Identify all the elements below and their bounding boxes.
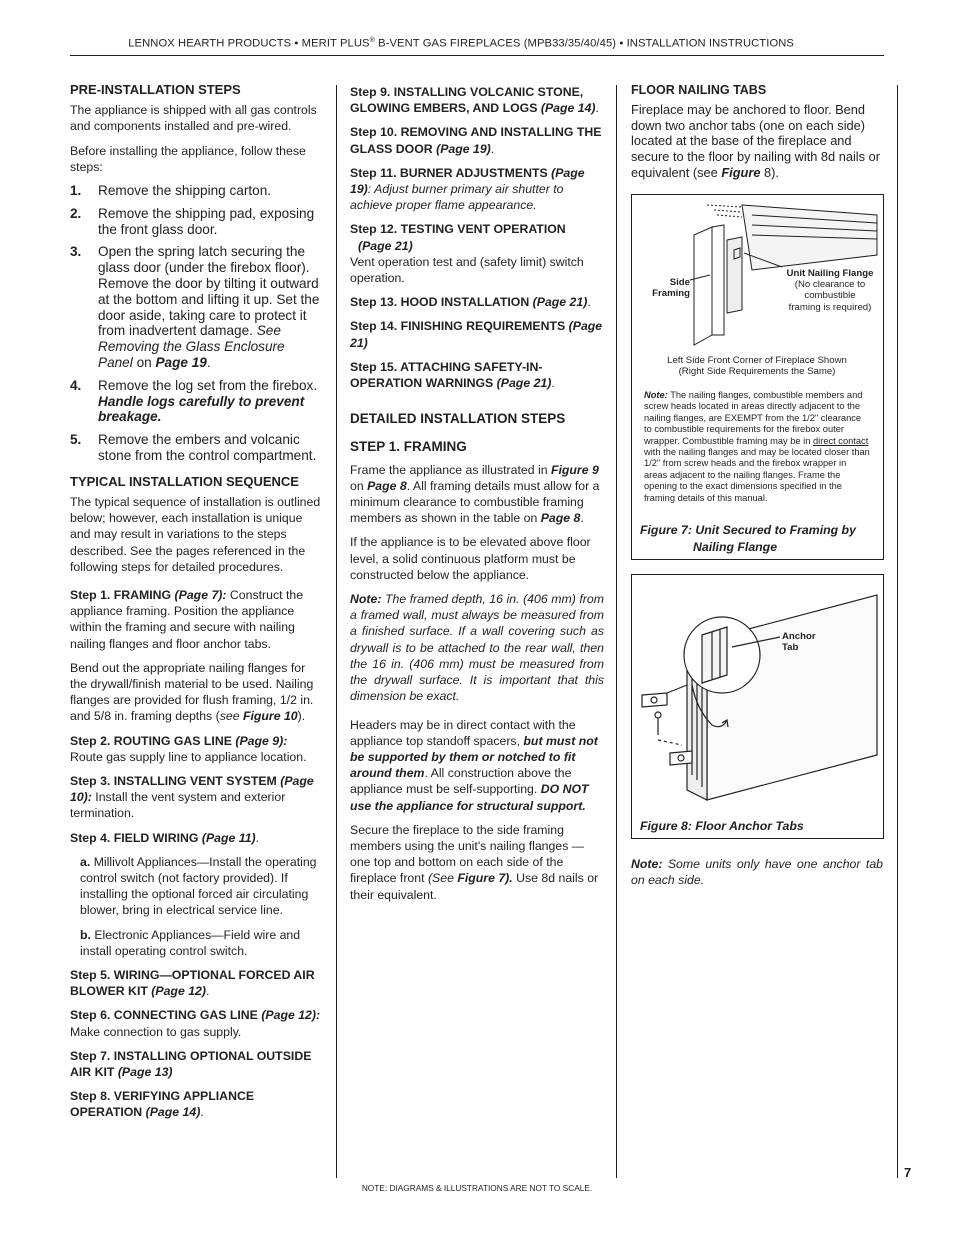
column-2 [350,84,604,911]
section-title: PRE-INSTALLATION STEPS [70,82,241,97]
header-product: MERIT PLUS [301,37,370,50]
step-8: Step 8. VERIFYING APPLIANCE OPERATION (Page 14). [70,1089,255,1120]
section-title: FLOOR NAILING TABS [631,83,767,97]
list-item: 2. Remove the shipping pad, exposing the front glass door. [70,205,315,237]
paragraph: If the appliance is to be elevated above floor level, a solid continuous platform must be constructed below the appliance. [350,535,591,582]
section-title: DETAILED INSTALLATION STEPS [350,411,566,427]
figure-note: Note: The nailing flanges, combustible members and screw heads located in areas directly adjacent to the nailing flanges, are EXEMPT from the 1/2" clearance to combustible requirements for the firebox outer wrapper. Combustible framing may be in direct contact with the nailing flanges and may be located closer than 1/2" from screw heads and the firebox wrapper in areas adjacent to the nailing flanges. Frame the opening to the exact dimensions specified in the framing details of this manual. [644,390,870,503]
paragraph: The appliance is shipped with all gas controls and components installed and pre-wired. [70,103,317,134]
list-item: 3. Open the spring latch securing the glass door (under the firebox floor). Remove the door by tilting it outward at the bottom and lifting it up. Set the door aside, taking care to protect it from inadvertent damage. See Removing the Glass Enclosure Panel on Page 19. [70,244,320,370]
section-title: STEP 1. FRAMING [350,439,467,455]
figure-8-caption: Figure 8: Floor Anchor Tabs [640,819,804,833]
anchor-tab-label: Anchor Tab [782,631,816,654]
step-7: Step 7. INSTALLING OPTIONAL OUTSIDE AIR KIT (Page 13) [70,1048,312,1080]
step-13: Step 13. HOOD INSTALLATION (Page 21). [350,295,591,310]
list-item: 4. Remove the log set from the firebox. Handle logs carefully to prevent breakage. [70,377,318,425]
header-brand: LENNOX HEARTH PRODUCTS [128,37,292,50]
page-number: 7 [904,1165,912,1180]
unit-nailing-flange-label: Unit Nailing Flange (No clearance to combustible framing is required) [786,268,874,313]
paragraph: Before installing the appliance, follow these steps: [70,143,306,174]
side-framing-label: Side Framing [652,277,690,300]
step-4a: a. Millivolt Appliances—Install the operating control switch (not factory provided). If installing the optional forced air circulating blower, bring in electrical service line. [80,854,317,918]
step-3: Step 3. INSTALLING VENT SYSTEM (Page 10): Install the vent system and exterior termination. [70,774,314,821]
note: Note: The framed depth, 16 in. (406 mm) from a framed wall, must always be measured from a finished surface. If a wall covering such as drywall is to be attached to the rear wall, then the 16 in. (406 mm) must be measured from the drywall surface. It is important that this dimension be exact. [350,592,604,704]
note: Note: Some units only have one anchor tab on each side. [631,857,883,888]
footer-note: NOTE: DIAGRAMS & ILLUSTRATIONS ARE NOT TO SCALE. [361,1183,593,1193]
step-2: Step 2. ROUTING GAS LINE (Page 9): Route gas supply line to appliance location. [70,733,307,764]
header-rule [70,55,884,56]
column-divider-2 [616,85,617,1178]
step-6: Step 6. CONNECTING GAS LINE (Page 12): Make connection to gas supply. [70,1008,321,1039]
step-12: Step 12. TESTING VENT OPERATION (Page 21) Vent operation test and (safety limit) switch operation. [350,222,584,286]
column-divider-1 [336,85,337,1178]
step-9: Step 9. INSTALLING VOLCANIC STONE, GLOWING EMBERS, AND LOGS (Page 14). [350,85,599,116]
step-4b: b. Electronic Appliances—Field wire and install operating control switch. [80,927,301,958]
step-10: Step 10. REMOVING AND INSTALLING THE GLASS DOOR (Page 19). [350,125,602,156]
step-1: Step 1. FRAMING (Page 7): Construct the appliance framing. Position the appliance within the framing and secure with nailing nailing flanges and floor anchor tabs. [70,587,304,651]
running-header: LENNOX HEARTH PRODUCTS • MERIT PLUS® B-VENT GAS FIREPLACES (MPB33/35/40/45) • INSTALLATION INSTRUCTIONS [128,37,794,50]
paragraph: Headers may be in direct contact with the appliance top standoff spacers, but must not be supported by them or notched to fit around them. All construction above the appliance must be self-supporting. DO NOT use the appliance for structural support. [350,717,598,813]
paragraph: Fireplace may be anchored to floor. Bend down two anchor tabs (one on each side) located at the base of the fireplace and secure to the floor by nailing with 8d nails or equivalent (see Figure 8). [631,102,880,180]
step-15: Step 15. ATTACHING SAFETY-IN-OPERATION WARNINGS (Page 21). [350,359,555,391]
figure-7 [631,194,884,560]
column-1 [70,82,322,1129]
paragraph: Frame the appliance as illustrated in Figure 9 on Page 8. All framing details must allow for a minimum clearance to combustible framing members as shown in the table on Page 8. [350,462,600,526]
step-4: Step 4. FIELD WIRING (Page 11). [70,830,260,845]
figure-8 [631,574,884,839]
paragraph: The typical sequence of installation is outlined below; however, each installation is unique and may result in variations to the steps described. See the pages referenced in the following steps for detailed procedures. [70,494,321,574]
floor-anchor-illustration [632,575,882,805]
pre-install-list [70,183,322,464]
list-item: 5. Remove the embers and volcanic stone from the control compartment. [70,432,317,463]
step-14: Step 14. FINISHING REQUIREMENTS (Page 21) [350,319,603,350]
step-11: Step 11. BURNER ADJUSTMENTS (Page 19): Adjust burner primary air shutter to achieve proper flame appearance. [350,165,585,213]
paragraph: Bend out the appropriate nailing flanges for the drywall/finish material to be used. Nailing flanges are provided for flush framing, 1/2 in. and 5/8 in. framing depths (see Figure 10). [70,660,314,724]
column-3 [631,82,883,188]
list-item: 1. Remove the shipping carton. [70,183,272,199]
column-divider-3 [897,85,898,1178]
header-doc-type: INSTALLATION INSTRUCTIONS [626,37,794,50]
corner-caption: Left Side Front Corner of Fireplace Shown (Right Side Requirements the Same) [667,355,847,378]
step-5: Step 5. WIRING—OPTIONAL FORCED AIR BLOWER KIT (Page 12). [70,968,315,999]
paragraph: Secure the fireplace to the side framing members using the unit's nailing flanges — one top and bottom on each side of the fireplace front (See Figure 7). Use 8d nails or their equivalent. [350,822,599,902]
section-title: TYPICAL INSTALLATION SEQUENCE [70,473,299,489]
figure-7-caption: Figure 7: Unit Secured to Framing by Nailing Flange [640,523,856,554]
